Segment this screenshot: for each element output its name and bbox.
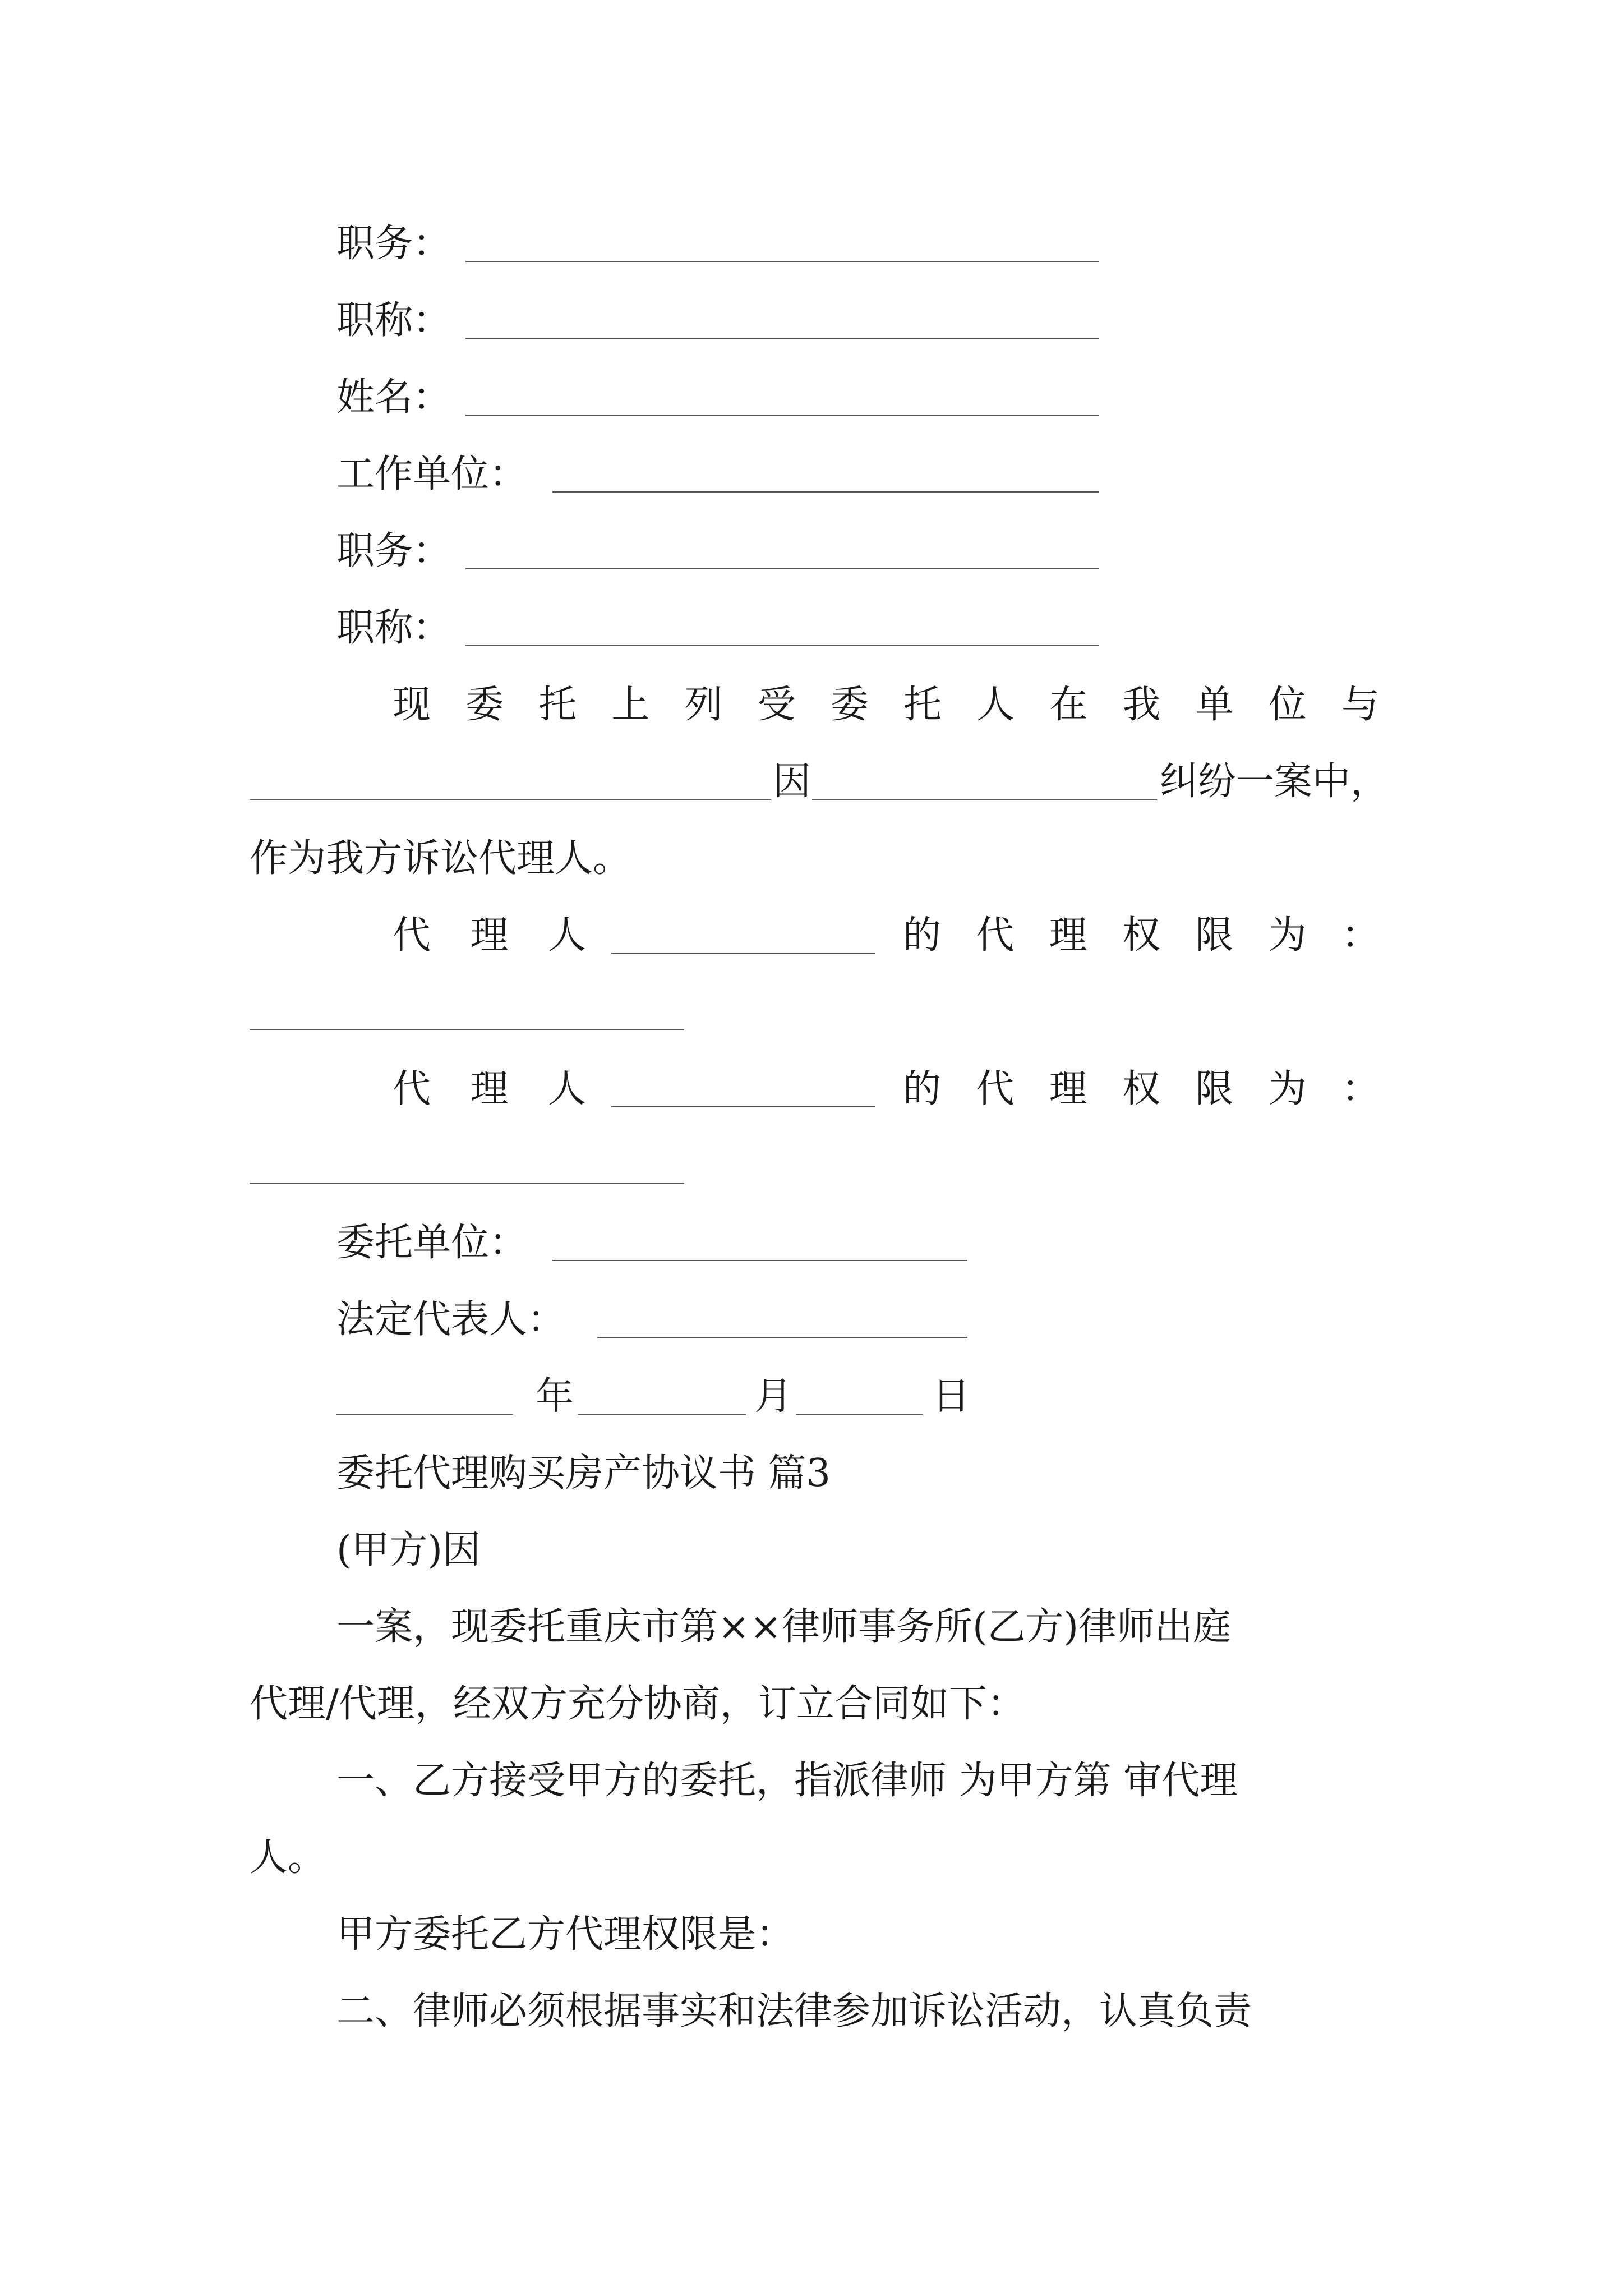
party-a: (甲方)因 — [336, 1528, 481, 1572]
authority-blank — [250, 1183, 684, 1184]
field-blank — [465, 415, 1099, 416]
field-label: 工作单位： — [336, 452, 528, 496]
section-title: 委托代理购买房产协议书 篇3 — [336, 1451, 831, 1496]
year-blank — [336, 1414, 513, 1415]
agent-prefix: 代 理 人 — [393, 1067, 586, 1111]
reason-blank — [812, 799, 1157, 800]
field-blank — [465, 261, 1099, 262]
date-year: 年 — [536, 1374, 574, 1419]
field-blank — [465, 338, 1099, 339]
sign-rep-label: 法定代表人： — [336, 1297, 566, 1342]
entrust-dispute: 纠纷一案中， — [1160, 760, 1389, 804]
agent-prefix: 代 理 人 — [393, 913, 586, 958]
sign-rep-blank — [597, 1337, 967, 1338]
date-day: 日 — [932, 1374, 971, 1419]
agent-blank — [611, 1106, 875, 1107]
para-3-text: 甲方委托乙方代理权限是： — [336, 1912, 795, 1957]
field-blank — [465, 645, 1099, 646]
entrust-text: 现 委 托 上 列 受 委 托 人 在 我 单 位 与 — [393, 683, 1380, 727]
entrust-text-end: 作为我方诉讼代理人。 — [250, 836, 631, 881]
entrust-yin: 因 — [773, 760, 811, 804]
agent-suffix: 的 代 理 权 限 为 ： — [903, 1067, 1380, 1111]
day-blank — [796, 1414, 923, 1415]
para-1-text-cont: 代理/代理，经双方充分协商，订立合同如下： — [250, 1682, 1025, 1726]
para-4-text: 二、律师必须根据事实和法律参加诉讼活动，认真负责 — [336, 1989, 1252, 2033]
sign-unit-blank — [552, 1260, 967, 1261]
agent-suffix: 的 代 理 权 限 为 ： — [903, 913, 1380, 958]
field-blank — [465, 568, 1099, 569]
para-1-text: 一案，现委托重庆市第××律师事务所(乙方)律师出庭 — [336, 1605, 1232, 1649]
party-blank — [250, 799, 771, 800]
field-label: 职称： — [336, 298, 451, 343]
authority-blank — [250, 1029, 684, 1030]
field-label: 职务： — [336, 529, 451, 573]
month-blank — [578, 1414, 746, 1415]
field-label: 职称： — [336, 606, 451, 650]
para-2-text-cont: 人。 — [250, 1835, 326, 1880]
field-label: 职务： — [336, 222, 451, 266]
field-label: 姓名： — [336, 375, 451, 420]
date-month: 月 — [754, 1374, 793, 1419]
agent-blank — [611, 953, 875, 954]
para-2-text: 一、乙方接受甲方的委托，指派律师 为甲方第 审代理 — [336, 1759, 1238, 1803]
field-blank — [552, 491, 1099, 493]
sign-unit-label: 委托单位： — [336, 1221, 528, 1265]
